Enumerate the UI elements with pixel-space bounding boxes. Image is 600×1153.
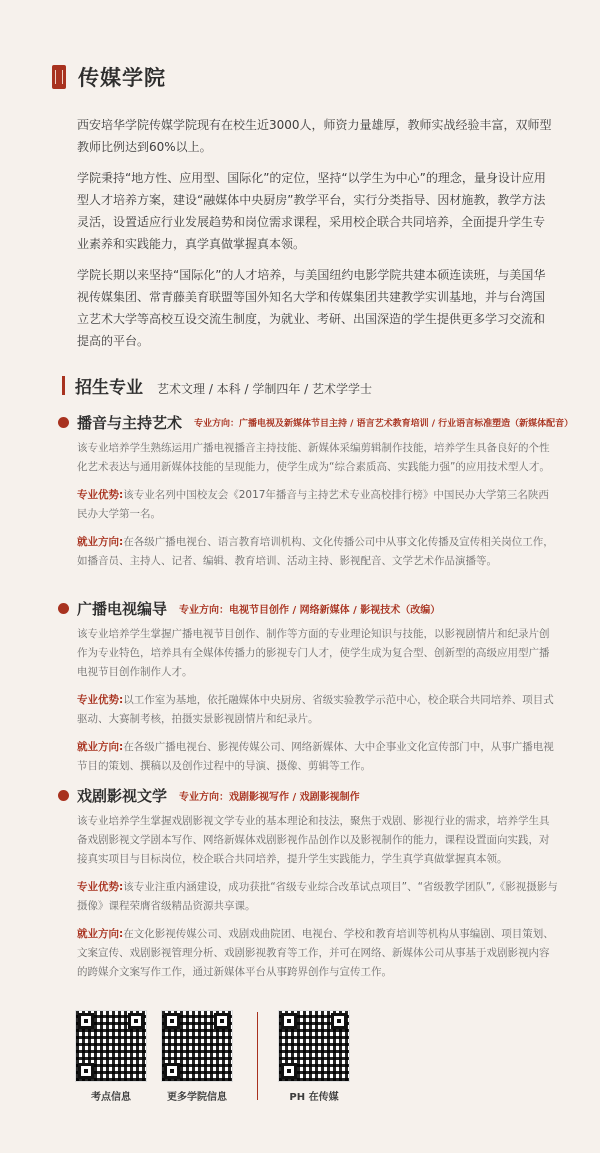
career-label: 就业方向: (77, 536, 124, 548)
major-block (58, 598, 558, 785)
qr-block (278, 1010, 350, 1103)
major-name: 戏剧影视文学 (77, 787, 168, 805)
section-header (62, 373, 372, 398)
major-block (58, 412, 574, 580)
major-description: 该专业培养学生熟练运用广播电视播音主持技能、新媒体采编剪辑制作技能，培养学生具备良好的个性化艺术表达与通用新媒体技能的呈现能力，使学生成为“综合素质高、实践能力强”的应用技术型人才。 (77, 442, 550, 473)
intro-paragraph: 学院秉持“地方性、应用型、国际化”的定位，坚持“以学生为中心”的理念，量身设计应用型人才培养方案，建设“融媒体中央厨房”教学平台，实行分类指导、因材施教，教学方法灵活，设置适应行业发展趋势和岗位需求课程，采用校企联合共同培养，全面提升学生专业素养和实践能力，真学真做掌握真本领。 (77, 171, 546, 251)
major-direction: 戏剧影视写作 / 戏剧影视制作 (229, 792, 360, 803)
major-direction: 广播电视及新媒体节目主持 / 语言艺术教育培训 / 行业语言标准塑造（新媒体配音） (239, 419, 574, 429)
major-block (58, 785, 558, 991)
major-direction-label: 专业方向： (179, 605, 230, 616)
qr-label: 考点信息 (91, 1092, 131, 1103)
career-text: 在各级广播电视台、语言教育培训机构、文化传播公司中从事文化传播及宣传相关岗位工作，如播音员、主持人、记者、编辑、教育培训、活动主持、影视配音、文学艺术作品演播等。 (77, 536, 554, 567)
section-title: 招生专业 (75, 378, 143, 398)
major-direction-label: 专业方向： (194, 419, 240, 429)
advantage-label: 专业优势: (77, 881, 124, 893)
intro-text (77, 114, 555, 361)
bullet-icon (58, 417, 69, 428)
career-text: 在文化影视传媒公司、戏剧戏曲院团、电视台、学校和教育培训等机构从事编剧、项目策划、文案宣传、戏剧影视管理分析、戏剧影视教育等工作，并可在网络、新媒体公司从事基于戏剧影视内容的跨媒介文案写作工作，通过新媒体平台从事跨界创作与宣传工作。 (77, 928, 554, 978)
major-description: 该专业培养学生掌握广播电视节目创作、制作等方面的专业理论知识与技能，以影视剧情片和纪录片创作为专业特色，培养具有全媒体传播力的影视专门人才，使学生成为复合型、创新型的高级应用型广播电视节目创作制作人才。 (77, 628, 550, 678)
major-name: 广播电视编导 (77, 600, 168, 618)
qr-code-area (75, 1010, 364, 1103)
career-label: 就业方向: (77, 928, 124, 940)
seal-icon (52, 65, 66, 89)
major-career (77, 533, 558, 571)
major-advantage (77, 486, 558, 524)
page-header (52, 62, 166, 92)
advantage-label: 专业优势: (77, 489, 124, 501)
intro-paragraph: 学院长期以来坚持“国际化”的人才培养，与美国纽约电影学院共建本硕连读班，与美国华视传媒集团、常青藤美育联盟等国外知名大学和传媒集团共建教学实训基地，并与台湾国立艺术大学等高校互设交流生制度，为就业、考研、出国深造的学生提供更多学习交流和提高的平台。 (77, 268, 546, 348)
qr-label: 更多学院信息 (167, 1092, 227, 1103)
section-bar (62, 376, 65, 395)
career-text: 在各级广播电视台、影视传媒公司、网络新媒体、大中企事业文化宣传部门中，从事广播电视节目的策划、撰稿以及创作过程中的导演、摄像、剪辑等工作。 (77, 741, 554, 772)
qr-code-icon[interactable] (161, 1010, 233, 1082)
intro-paragraph: 西安培华学院传媒学院现有在校生近3000人，师资力量雄厚，教师实战经验丰富，双师型教师比例达到60%以上。 (77, 118, 552, 154)
qr-block (161, 1010, 233, 1103)
major-direction-label: 专业方向： (179, 792, 230, 803)
major-description: 该专业培养学生掌握戏剧影视文学专业的基本理论和技法，聚焦于戏剧、影视行业的需求，培养学生具备戏剧影视文学剧本写作、网络新媒体戏剧影视作品创作以及影视制作的能力，课程设置面向实践，对接真实项目与目标岗位，校企联合共同培养，提升学生实践能力，学生真学真做掌握真本领。 (77, 815, 550, 865)
career-label: 就业方向: (77, 741, 124, 753)
advantage-text: 该专业名列中国校友会《2017年播音与主持艺术专业高校排行榜》中国民办大学第三名陕西民办大学第一名。 (77, 489, 549, 520)
advantage-text: 以工作室为基地，依托融媒体中央厨房、省级实验教学示范中心，校企联合共同培养、项目式驱动、大赛制考核，拍摄实景影视剧情片和纪录片。 (77, 694, 554, 725)
bullet-icon (58, 790, 69, 801)
section-subtitle: 艺术文理 / 本科 / 学制四年 / 艺术学学士 (157, 382, 373, 396)
major-name: 播音与主持艺术 (77, 414, 183, 432)
page-title: 传媒学院 (78, 66, 166, 90)
qr-code-icon[interactable] (75, 1010, 147, 1082)
advantage-text: 该专业注重内涵建设，成功获批“省级专业综合改革试点项目”、“省级教学团队”,《影视摄影与摄像》课程荣膺省级精品资源共享课。 (77, 881, 558, 912)
major-career (77, 738, 558, 776)
bullet-icon (58, 603, 69, 614)
major-direction: 电视节目创作 / 网络新媒体 / 影视技术（改编） (229, 605, 441, 616)
divider (257, 1012, 258, 1100)
qr-label: PH 在传媒 (289, 1092, 339, 1103)
major-advantage (77, 878, 558, 916)
qr-code-icon[interactable] (278, 1010, 350, 1082)
qr-block (75, 1010, 147, 1103)
major-career (77, 925, 558, 982)
advantage-label: 专业优势: (77, 694, 124, 706)
major-advantage (77, 691, 558, 729)
